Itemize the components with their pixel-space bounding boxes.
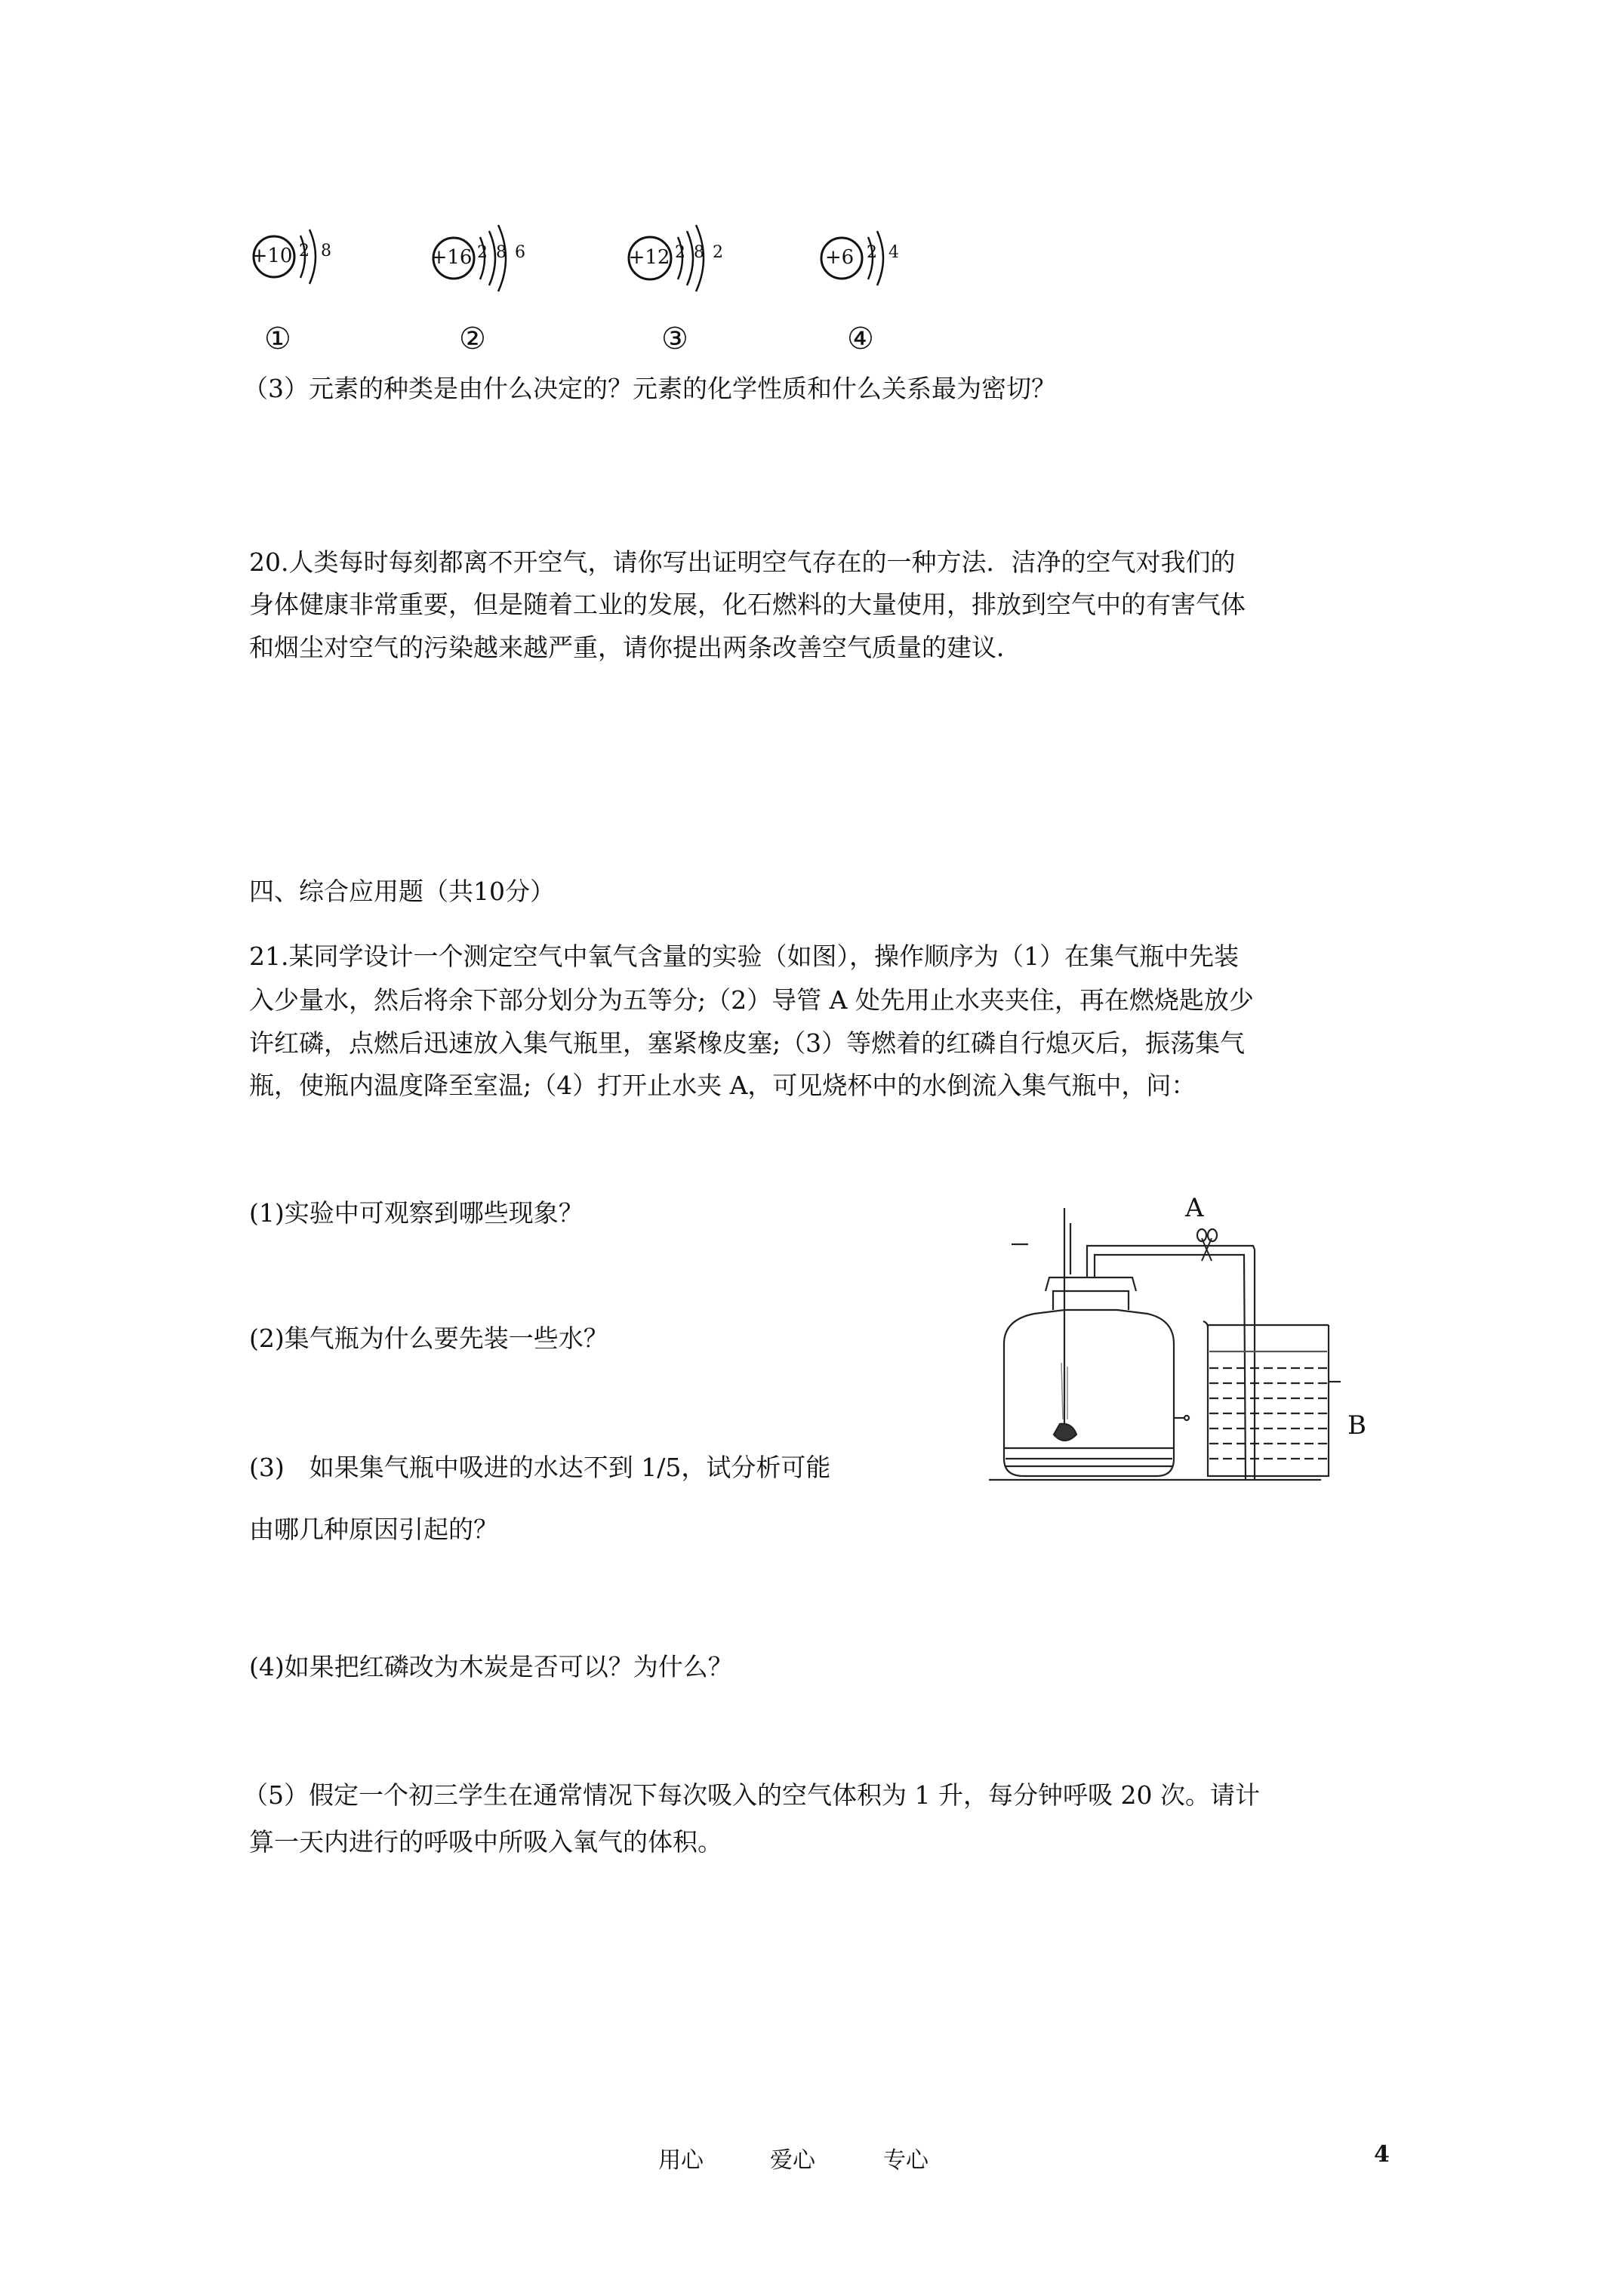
atom-diagram-2	[429, 219, 550, 356]
footer-text-left: 用心	[658, 2147, 704, 2174]
sub-question-5-line-1: （5）假定一个初三学生在通常情况下每次吸入的空气体积为 1 升，每分钟呼吸 20 次。请计	[243, 1780, 1260, 1810]
page-number: 4	[1374, 2141, 1390, 2168]
nucleus-label: +6	[824, 246, 855, 269]
question-21-line-4: 瓶，使瓶内温度降至室温;（4）打开止水夹 A，可见烧杯中的水倒流入集气瓶中，问：	[249, 1071, 1196, 1100]
atom-index: ③	[661, 322, 688, 356]
apparatus-figure	[981, 1193, 1374, 1525]
question-20-line-3: 和烟尘对空气的污染越来越严重，请你提出两条改善空气质量的建议．	[249, 633, 1021, 662]
shell-electrons: 2 8	[299, 242, 334, 260]
nucleus-label: +10	[251, 245, 293, 267]
question-21-line-2: 入少量水，然后将余下部分划分为五等分;（2）导管 A 处先用止水夹夹住，再在燃烧匙放少	[249, 985, 1254, 1015]
nucleus-label: +16	[430, 246, 473, 269]
sub-question-3-line-1: (3) 如果集气瓶中吸进的水达不到 1/5，试分析可能	[249, 1453, 831, 1482]
question-20-line-2: 身体健康非常重要，但是随着工业的发展，化石燃料的大量使用，排放到空气中的有害气体	[249, 590, 1246, 619]
atom-index: ②	[459, 322, 486, 356]
atom-diagram-1	[249, 219, 347, 356]
question-21-line-1: 21.某同学设计一个测定空气中氧气含量的实验（如图），操作顺序为（1）在集气瓶中先装	[249, 942, 1239, 971]
atom-index: ①	[264, 322, 291, 356]
label-b: B	[1347, 1410, 1366, 1441]
footer-text-middle: 爱心	[770, 2147, 815, 2174]
section-4-title: 四、综合应用题（共10分）	[249, 877, 555, 906]
apparatus-drawing	[981, 1193, 1374, 1525]
sub-question-3-line-2: 由哪几种原因引起的？	[249, 1515, 498, 1544]
question-21-line-3: 许红磷，点燃后迅速放入集气瓶里，塞紧橡皮塞;（3）等燃着的红磷自行熄灭后，振荡集气	[249, 1028, 1246, 1058]
sub-question-5-line-2: 算一天内进行的呼吸中所吸入氧气的体积。	[249, 1827, 722, 1857]
sub-question-4: (4)如果把红磷改为木炭是否可以？为什么？	[249, 1652, 733, 1681]
footer-text-right: 专心	[883, 2147, 929, 2174]
sub-question-2: (2)集气瓶为什么要先装一些水？	[249, 1324, 608, 1353]
shell-electrons: 2 8 6	[477, 243, 527, 262]
shell-electrons: 2 4	[867, 243, 902, 262]
question-20-line-1: 20.人类每时每刻都离不开空气，请你写出证明空气存在的一种方法．洁净的空气对我们的	[249, 547, 1236, 577]
atom-diagram-4	[817, 217, 915, 356]
shell-electrons: 2 8 2	[675, 243, 725, 262]
nucleus-label: +12	[628, 246, 670, 269]
atom-diagram-3	[624, 216, 744, 356]
label-a: A	[1185, 1193, 1204, 1223]
sub-question-1: (1)实验中可观察到哪些现象？	[249, 1198, 584, 1228]
atom-index: ④	[847, 322, 874, 356]
question-19-part-3: （3）元素的种类是由什么决定的？元素的化学性质和什么关系最为密切？	[243, 374, 1056, 403]
